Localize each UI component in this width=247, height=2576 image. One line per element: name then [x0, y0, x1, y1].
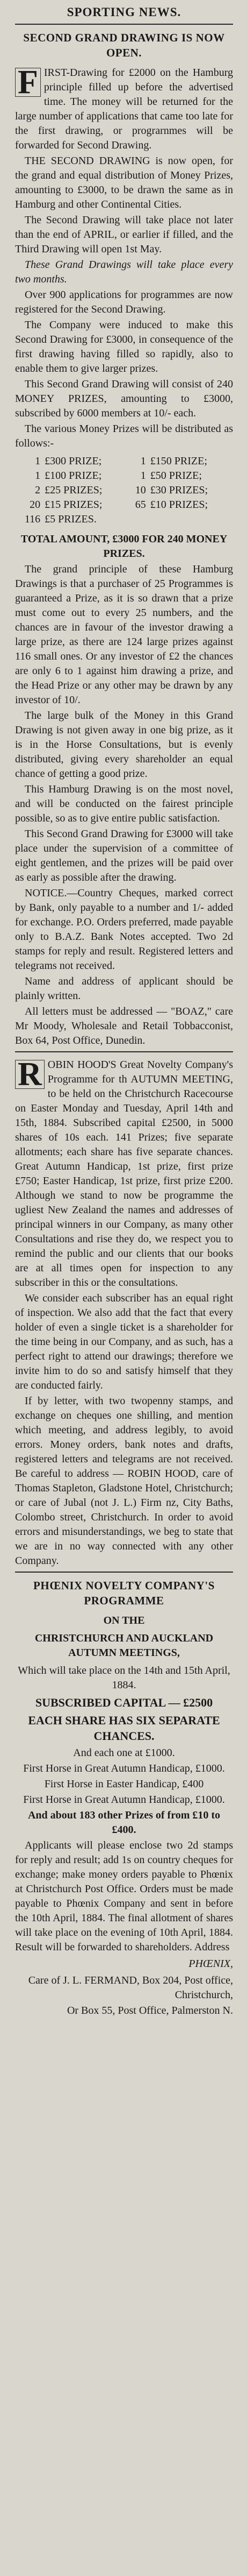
notice-boaz-paragraph: Name and address of applicant should be plainly written.: [15, 975, 233, 1002]
notice-robin-lead-paragraph: [15, 1058, 233, 1290]
drop-cap-initial: F: [15, 68, 41, 97]
prize-amount: [148, 512, 233, 527]
prize-amount: £30 PRIZES;: [150, 484, 208, 496]
notice-phoenix-paragraph: Applicants will please enclose two 2d stamps for reply and result; add 1s on country cheques for exchange; make money orders payable to Phœnix at Christchurch Post Office. Orders must be made payable to Phœnix Company and sent in before the 10th April, 1884. The final allotment of shares will take place on the evening of 10th April, 1884. Result will be forwarded to shareholders. Address: [15, 1839, 233, 1953]
notice-boaz-paragraph: The Second Drawing will take place not later than the end of APRIL, or earlier if filled, and the Third Drawing will open 1st May.: [15, 214, 233, 255]
prize-count: 1: [140, 470, 146, 482]
prize-count: 1: [140, 455, 146, 467]
notice-boaz-paragraph: The large bulk of the Money in this Grand Drawing is not given away in one big prize, as it is in the Horse Consultations, but is evenly distributed, giving every shareholder an equal chance of getting a good prize.: [15, 710, 233, 780]
prize-row: [15, 469, 233, 483]
prize-count: 116: [24, 513, 41, 525]
prize-count: [127, 512, 148, 527]
notice-phoenix-prize: And each one at £1000.: [73, 1747, 175, 1759]
notice-phoenix-prize: First Horse in Easter Handicap, £400: [44, 1778, 204, 1790]
prize-amount: £300 PRIZE;: [45, 455, 102, 467]
notice-boaz-paragraph: These Grand Drawings will take place every two months.: [15, 259, 233, 285]
prize-count: 10: [135, 484, 146, 496]
notice-phoenix-subheading: ON THE: [103, 1615, 145, 1626]
prize-row: [15, 454, 233, 469]
prize-count: 1: [35, 470, 41, 482]
drop-cap-initial: R: [15, 1060, 45, 1089]
notice-robin-lead-text: OBIN HOOD'S Great Novelty Company's Programme for th AUTUMN MEETING, to be held on the Christchurch Racecourse on Easter Monday and Tuesday, April 14th and 15th, 1884. Subscribed capital £2500, in 5000 shares of 10s each. 141 Prizes; five separate allotments; each share has five separate chances. Great Autumn Handicap, 1st prize, first prize £750; Easter Handicap, 1st prize, first prize £200. Although we stand to now be programme the ugliest New Zealand the names and addresses of principal winners in our Company, as many other Consultations and rise they do, we respect you to remind the public and our clients that our books are at all times open for inspection to any subscriber in this or the consultations.: [15, 1059, 233, 1289]
notice-boaz-lead-paragraph: [15, 66, 233, 153]
notice-boaz-paragraph: This Second Grand Drawing will consist of 240 MONEY PRIZES, amounting to £3000, subscribed by 6000 members at 10/- each.: [15, 378, 233, 419]
notice-boaz-paragraph: The various Money Prizes will be distributed as follows:-: [15, 423, 233, 449]
notice-robin-hood: [15, 1058, 233, 1568]
prize-count: 1: [35, 455, 41, 467]
prize-count: 20: [30, 499, 41, 511]
masthead: SPORTING NEWS.: [67, 5, 181, 19]
prize-row: [15, 483, 233, 498]
notice-phoenix-address: Care of J. L. FERMAND, Box 204, Post office, Christchurch,: [28, 1975, 233, 2001]
prize-amount: £150 PRIZE;: [150, 455, 207, 467]
section-rule: [15, 1051, 233, 1052]
notice-phoenix-heading: PHŒNIX NOVELTY COMPANY'S PROGRAMME: [33, 1579, 215, 1607]
notice-phoenix-capital: SUBSCRIBED CAPITAL — £2500: [35, 1696, 213, 1709]
notice-phoenix-prize: First Horse in Great Autumn Handicap, £1000.: [23, 1794, 225, 1806]
notice-boaz-paragraph: This Hamburg Drawing is on the most novel, and will be conducted on the fairest principle possible, so as to give entire public satisfaction.: [15, 783, 233, 824]
notice-boaz-drawing: [15, 30, 233, 1048]
notice-boaz-paragraph: The grand principle of these Hamburg Drawings is that a purchaser of 25 Programmes is guaranteed a Prize, as it is so drawn that a prize must come out to every 25 numbers, and the chances are in favour of the investor drawing a large prize, as there are 124 large prizes against 116 small ones. Or any investor of £2 the chances are only 6 to 1 against him drawing a prize, and the Head Prize or any other may be drawn by any investor of 10/.: [15, 563, 233, 706]
prize-amount: £50 PRIZE;: [150, 470, 202, 482]
prize-table: [15, 454, 233, 527]
notice-robin-paragraph: If by letter, with two twopenny stamps, and exchange on cheques one shilling, and mention which meeting, and address legibly, to avoid errors. Money orders, bank notes and drafts, registered letters and telegrams are not received. Be careful to address — ROBIN HOOD, care of Thomas Stapleton, Gladstone Hotel, Christchurch; or care of Jubal (not J. L.) Firm nz, City Baths, Colombo street, Christchurch. In order to avoid errors and misunderstandings, we beg to state that we are in no way connected with any other Company.: [15, 1395, 233, 1567]
notice-phoenix: [15, 1578, 233, 2018]
prize-count: 65: [135, 499, 146, 511]
notice-phoenix-signature: PHŒNIX,: [188, 1958, 233, 1970]
prize-row: [15, 498, 233, 512]
notice-boaz-paragraph: THE SECOND DRAWING is now open, for the grand and equal distribution of Money Prizes, amounting to £3000, to be drawn the same as in Hamburg and other Continental Cities.: [15, 155, 233, 210]
notice-boaz-paragraph: The Company were induced to make this Second Drawing for £3000, in consequence of the first drawing having filled so rapidly, also to enable them to give larger prizes.: [15, 319, 233, 374]
notice-boaz-paragraph: All letters must be addressed — "BOAZ," care Mr Moody, Wholesale and Retail Tobbacconist, Box 64, Post Office, Dunedin.: [15, 1006, 233, 1046]
notice-phoenix-prize: And about 183 other Prizes of from £10 to £400.: [27, 1809, 221, 1836]
notice-phoenix-address: Or Box 55, Post Office, Palmerston N.: [67, 2005, 233, 2016]
notice-boaz-paragraph: NOTICE.—Country Cheques, marked correct by Bank, only payable to a number and 1/- added for exchange. P.O. Orders preferred, made payable only to B.A.Z. Bank Notes accepted. Two 2d stamps for reply and result. Registered letters and telegrams not received.: [15, 887, 233, 972]
notice-phoenix-subheading: CHRISTCHURCH AND AUCKLAND AUTUMN MEETINGS,: [34, 1632, 214, 1659]
masthead-rule: [15, 24, 233, 25]
prize-amount: £100 PRIZE;: [45, 470, 102, 482]
prize-amount: £25 PRIZES;: [45, 484, 103, 496]
prize-row: [15, 512, 233, 527]
notice-boaz-title: SECOND GRAND DRAWING IS NOW OPEN.: [23, 31, 225, 59]
notice-boaz-paragraph: This Second Grand Drawing for £3000 will take place under the supervision of a committee of eight gentlemen, and the prizes will be paid over as early as possible after the drawing.: [15, 828, 233, 883]
prize-count: 2: [35, 484, 41, 496]
prize-amount: £10 PRIZES;: [150, 499, 208, 511]
notice-phoenix-share-line: EACH SHARE HAS SIX SEPARATE CHANCES.: [28, 1714, 220, 1743]
total-amount-line: TOTAL AMOUNT, £3000 FOR 240 MONEY PRIZES.: [20, 533, 228, 560]
notice-phoenix-prize: First Horse in Great Autumn Handicap, £1000.: [23, 1763, 225, 1774]
section-rule: [15, 1572, 233, 1573]
notice-boaz-paragraph: Over 900 applications for programmes are now registered for the Second Drawing.: [15, 289, 233, 315]
prize-amount: £5 PRIZES.: [45, 513, 97, 525]
prize-amount: £15 PRIZES;: [45, 499, 103, 511]
notice-robin-paragraph: We consider each subscriber has an equal right of inspection. We also add that the fact that every holder of even a single ticket is a shareholder for the time being in our Company, and as such, has a perfect right to attend our drawings; therefore we invite him to do so and satisfy himself that they are conducted fairly.: [15, 1292, 233, 1391]
notice-phoenix-dates: Which will take place on the 14th and 15th April, 1884.: [18, 1665, 230, 1691]
notice-boaz-lead-text: IRST-Drawing for £2000 on the Hamburg principle filled up before the advertised time. The money will be returned for the large number of applications that came too late for the first drawing, or prograrnmes will be forwarded for Second Drawing.: [15, 67, 233, 151]
